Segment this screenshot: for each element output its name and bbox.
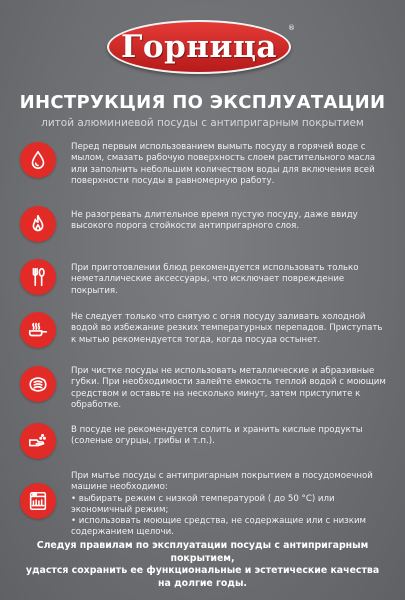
instruction-item-no-abrasive: [20, 366, 390, 411]
instruction-line: При мытье посуды с антипригарным покрытием в посудомоечной машине необходимо:: [71, 471, 373, 493]
hot-pan-icon: [20, 312, 56, 348]
instruction-line: При чистке посуды не использовать металлические и абразивные губки. При необходимости залейте емкость теплой водой с моющим средством и оставьте на несколько минут, затем приступите к обработке.: [71, 366, 386, 410]
logo-text: Горница: [121, 29, 277, 65]
instruction-item-first-use: [20, 142, 390, 187]
instruction-line: При приготовлении блюд рекомендуется использовать только неметаллические аксессуары, что исключает повреждение покрытия.: [71, 263, 359, 296]
instruction-bullet: • выбирать режим с низкой температурой ( до 50 °С) или экономичный режим;: [71, 493, 335, 515]
instruction-item-no-empty-heating: [20, 206, 390, 242]
page-subtitle: литой алюминиевой посуды с антипригарным покрытием: [41, 117, 364, 129]
instruction-bullet: • использовать моющие средства, не содержащие или с низким содержанием щелочи.: [71, 516, 367, 538]
instruction-line: В посуде не рекомендуется солить и хранить кислые продукты (соленые огурцы, грибы и т.п.).: [71, 425, 363, 447]
footer-line: Следуя правилам по эксплуатации посуды с антипригарным покрытием,: [36, 540, 369, 564]
instruction-text: [71, 366, 387, 411]
instruction-text: [71, 471, 387, 539]
instruction-text: [71, 425, 387, 448]
instruction-text: [71, 312, 387, 346]
footer-line: удастся сохранить ее функциональные и эстетические качества: [25, 565, 380, 576]
footer-note: [10, 540, 395, 590]
footer-line: на долгие годы.: [158, 577, 247, 589]
logo-badge: [107, 20, 291, 74]
instruction-item-dishwasher: [20, 471, 390, 539]
salt-hand-icon: [20, 423, 56, 459]
instruction-text: [71, 263, 387, 297]
registered-mark: ®: [288, 24, 295, 32]
page-title: ИНСТРУКЦИЯ ПО ЭКСПЛУАТАЦИИ: [19, 92, 386, 113]
instruction-item-non-metal-utensils: [20, 259, 390, 297]
instruction-line: Перед первым использованием вымыть посуду в горячей воде с мылом, смазать рабочую поверхность слоем растительного масла или заполнить небольшим количеством воды для включения всей поверхности посуды в равномерную работу.: [71, 142, 376, 186]
dishwasher-icon: [20, 483, 56, 519]
instruction-text: [71, 142, 387, 187]
instruction-item-no-cold-water: [20, 312, 390, 348]
sponge-icon: [20, 366, 56, 402]
instruction-line: Не следует только что снятую с огня посуду заливать холодной водой во избежание резких температурных перепадов. Приступать к мытью рекомендуется тогда, когда посуда остынет.: [71, 312, 383, 345]
instruction-item-no-acid-storage: [20, 423, 390, 459]
flame-icon: [20, 206, 56, 242]
water-drop-icon: [20, 142, 56, 178]
instruction-text: [71, 210, 387, 233]
instruction-line: Не разогревать длительное время пустую посуду, даже ввиду высокого порога стойкости антипригарного слоя.: [71, 210, 358, 232]
brand-logo: [107, 20, 297, 76]
fork-spoon-icon: [20, 259, 56, 295]
